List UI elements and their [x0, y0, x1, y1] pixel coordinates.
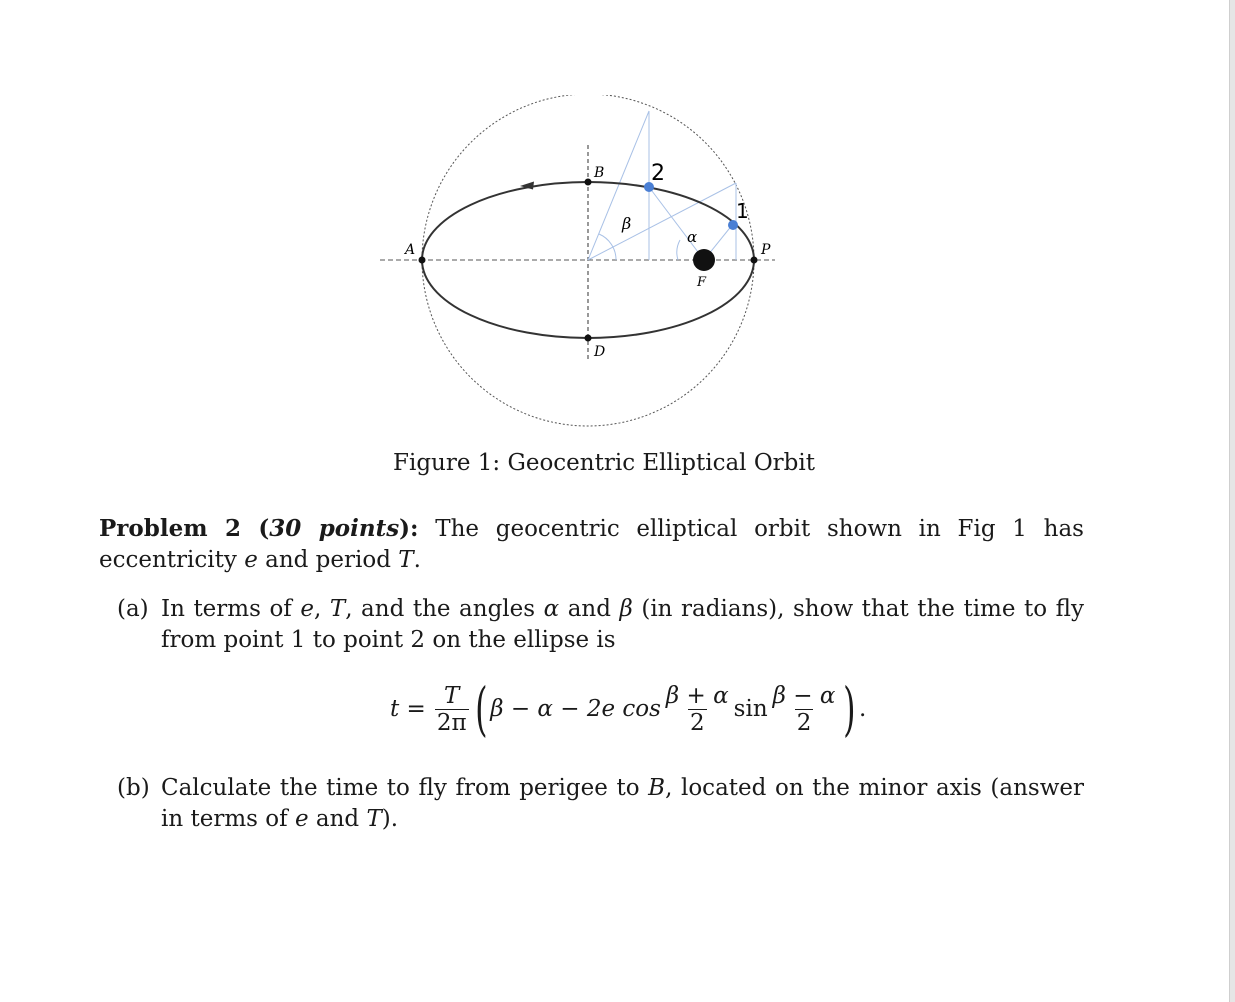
eq-frac-T-2pi: $\frac{T}{2\pi}$	[436, 682, 467, 736]
orbit-figure	[370, 95, 790, 435]
label-alpha: α	[687, 228, 698, 246]
part-a-label: (a)	[117, 596, 149, 622]
part-b	[117, 773, 1084, 835]
label-2: 2	[651, 161, 665, 186]
problem-title: Problem 2 (30 points):	[99, 515, 419, 542]
angle-arc-alpha	[677, 240, 680, 260]
label-P: P	[761, 242, 771, 258]
label-D: D	[594, 344, 606, 360]
figure-caption: Figure 1: Geocentric Elliptical Orbit	[393, 450, 815, 476]
eq-lhs: t =	[390, 696, 426, 722]
eq-open-paren: (	[474, 675, 488, 743]
part-a-text: In terms of e, T, and the angles α and β (in radians), show that the time to fly from point 1 to point 2 on the ellipse is	[161, 596, 1084, 653]
part-b-text: Calculate the time to fly from perigee to B, located on the minor axis (answer in terms of e and T).	[161, 775, 1084, 832]
page-edge	[1229, 0, 1235, 1002]
eq-frac-sum: $\frac{\beta + \alpha}{2}$	[665, 682, 729, 736]
label-beta: β	[622, 214, 632, 233]
point-A	[419, 257, 426, 264]
eq-middle: β − α − 2e cos	[490, 696, 661, 722]
point-P	[751, 257, 758, 264]
point-D	[585, 335, 592, 342]
label-B: B	[594, 165, 605, 181]
eq-close-paren: )	[843, 675, 856, 743]
part-a	[117, 594, 1084, 656]
part-b-label: (b)	[117, 775, 150, 801]
eq-frac-diff: $\frac{\beta - \alpha}{2}$	[772, 682, 836, 736]
eq-period: .	[859, 696, 867, 722]
label-F: F	[697, 275, 707, 290]
focus-body	[693, 249, 715, 271]
angle-arc-beta	[599, 234, 616, 260]
point-B	[585, 179, 592, 186]
label-1: 1	[736, 199, 749, 223]
eq-sin: sin	[733, 696, 768, 722]
problem-statement: Problem 2 (30 points): The geocentric elliptical orbit shown in Fig 1 has eccentricity e and period T.	[99, 515, 1084, 573]
time-of-flight-equation	[390, 676, 866, 742]
label-A: A	[405, 242, 416, 258]
